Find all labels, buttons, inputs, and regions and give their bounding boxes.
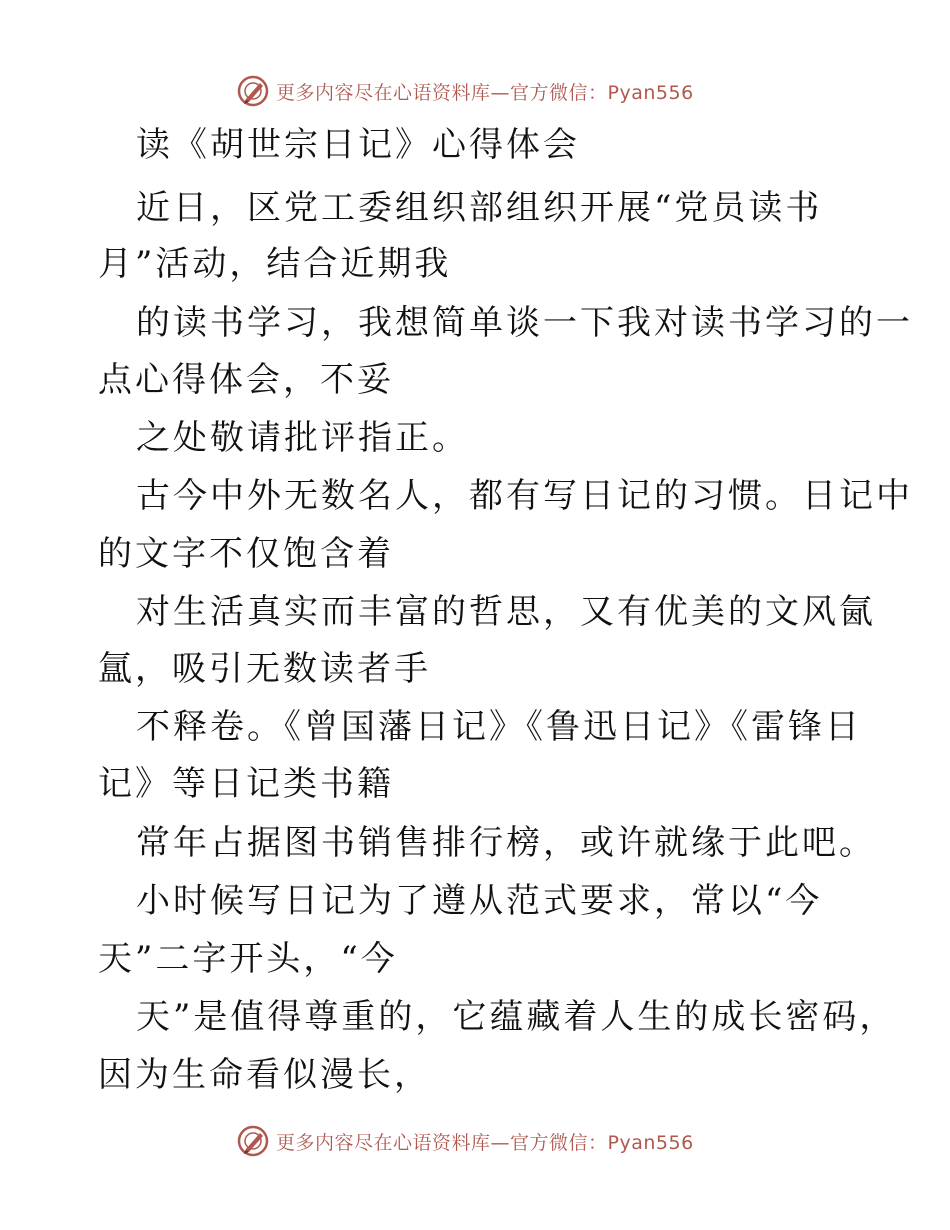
paragraph-line: 的文字不仅饱含着 [98,534,394,574]
paragraph-line: 月”活动，结合近期我 [98,244,452,284]
paragraph-line: 对生活真实而丰富的哲思，又有优美的文风氤 [136,592,876,632]
paragraph-line: 古今中外无数名人，都有写日记的习惯。日记中 [136,476,913,516]
paragraph-line: 不释卷。《曾国藩日记》《鲁迅日记》《雷锋日 [136,707,862,747]
paragraph-line: 记》等日记类书籍 [98,764,394,804]
paragraph-line: 因为生命看似漫长， [98,1055,431,1095]
paragraph-line: 天”二字开头，“今 [98,939,398,979]
watermark-text: 更多内容尽在心语资料库—官方微信：Pyan556 [276,81,694,104]
document-title: 读《胡世宗日记》心得体会 [136,125,580,165]
paragraph-line: 之处敬请批评指正。 [136,418,469,458]
paragraph-line: 小时候写日记为了遵从范式要求，常以“今 [136,881,823,921]
footer-watermark [236,1124,694,1158]
paragraph-line: 近日，区党工委组织部组织开展“党员读书 [136,188,823,228]
paragraph-line: 常年占据图书销售排行榜，或许就缘于此吧。 [136,823,876,863]
pen-logo-icon [236,1124,270,1158]
watermark-text: 更多内容尽在心语资料库—官方微信：Pyan556 [276,1131,694,1154]
paragraph-line: 天”是值得尊重的，它蕴藏着人生的成长密码， [136,997,897,1037]
paragraph-line: 的读书学习，我想简单谈一下我对读书学习的一 [136,303,913,343]
paragraph-line: 氲，吸引无数读者手 [98,649,431,689]
paragraph-line: 点心得体会，不妥 [98,360,394,400]
